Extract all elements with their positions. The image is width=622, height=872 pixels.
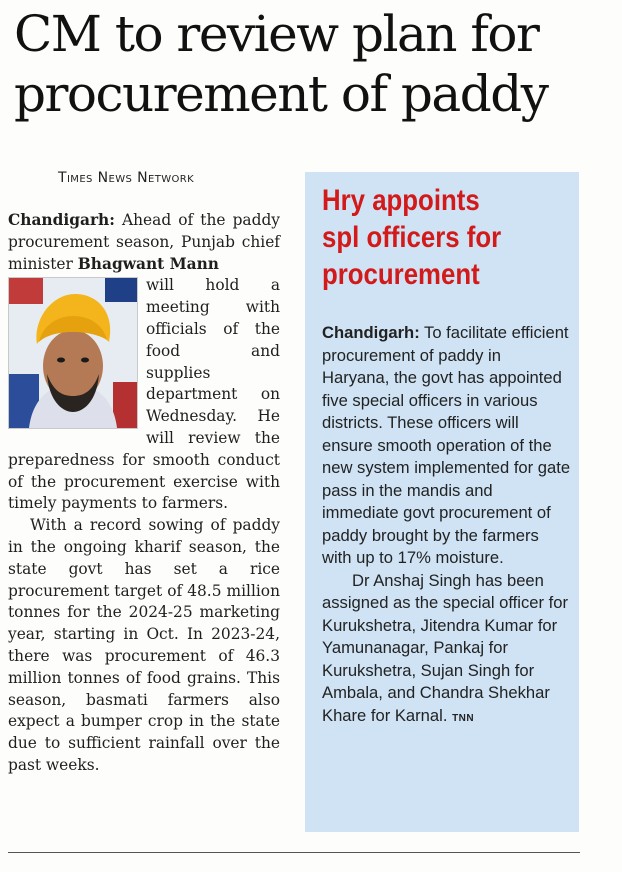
sidebar-story [322, 322, 572, 730]
sidebar-paragraph-1 [322, 322, 572, 570]
sidebar-headline-line-1: Hry appoints [322, 184, 480, 217]
sidebar-credit: TNN [452, 712, 475, 724]
main-story-paragraph-1 [8, 210, 280, 275]
main-story [8, 210, 280, 777]
headline-line-2: procurement of paddy [14, 65, 548, 123]
main-story-paragraph-2: With a record sowing of paddy in the ongoing kharif season, the state govt has set a rice procurement target of 48.5 million tonnes for the 2024-25 marketing year, starting in Oct. In 2023-24, there was procurement of 46.3 million tonnes of food grains. This season, basmati farmers also expect a bumper crop in the state due to sufficient rainfall over the past weeks. [8, 516, 280, 774]
sidebar-paragraph-2 [322, 570, 572, 731]
person-portrait-icon [8, 277, 138, 429]
sidebar-dateline: Chandigarh: [322, 323, 420, 342]
main-story-intro: Ahead of the paddy procurement season, Punjab chief minister [8, 211, 280, 273]
sidebar-headline-line-2: spl officers for [322, 221, 502, 254]
main-story-dateline: Chandigarh: [8, 211, 115, 229]
byline: Times News Network [58, 170, 195, 186]
main-story-lead-rest: will hold a meeting with officials of the food and supplies department on Wednesday. He will review the preparedness for smooth conduct of the procurement exercise with timely payments to farmers. [8, 276, 280, 513]
sidebar-paragraph-1-text: To facilitate efficient procurement of paddy in Haryana, the govt has appointed five special officers in various districts. These officers will ensure smooth operation of the new system implemented for gate pass in the mandis and immediate govt procurement of paddy brought by the farmers with up to 17% moisture. [322, 323, 571, 567]
sidebar-paragraph-2-text: Dr Anshaj Singh has been assigned as the special officer for Kurukshetra, Jitendra Kumar for Yamunanagar, Pankaj for Kurukshetra, Sujan Singh for Ambala, and Chandra Shekhar Khare for Karnal. [322, 570, 568, 725]
sidebar-headline [322, 182, 537, 293]
headline-line-1: CM to review plan for [14, 5, 539, 63]
main-story-name: Bhagwant Mann [77, 254, 219, 273]
headline [14, 4, 614, 124]
bottom-rule [8, 852, 580, 853]
sidebar-headline-line-3: procurement [322, 258, 480, 291]
